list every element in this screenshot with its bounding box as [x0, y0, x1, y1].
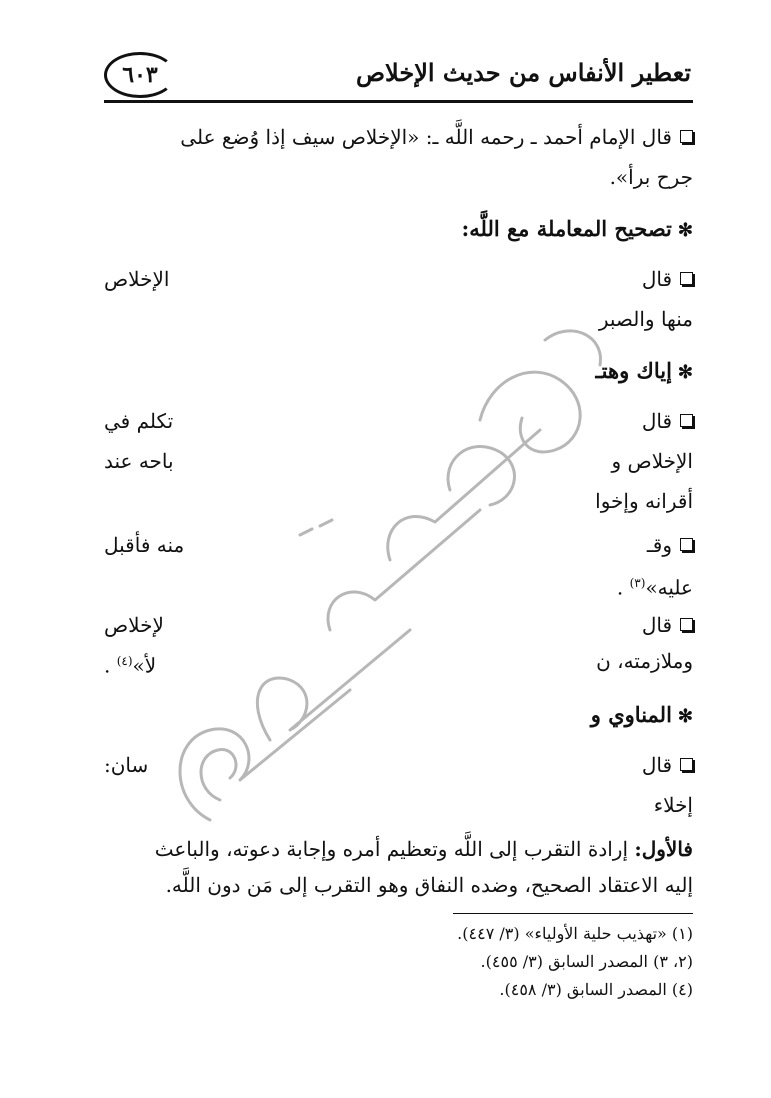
- page-number: ٦٠٣: [104, 52, 176, 98]
- waqf-watermark: [150, 300, 620, 860]
- paragraph-6-line-2: إخلاء: [653, 793, 693, 817]
- paragraph-6-line-1: قال: [642, 750, 693, 780]
- section-heading-2: ✻إياك وهتـ: [595, 358, 693, 383]
- paragraph-2-line-1-end: الإخلاص: [104, 267, 170, 291]
- checkbox-bullet-icon: [680, 272, 693, 285]
- paragraph-6-line-1-end: سان:: [104, 753, 149, 777]
- footnote-2-3: (٢، ٣) المصدر السابق (٣/ ٤٥٥).: [480, 952, 693, 971]
- paragraph-7-line-2: إليه الاعتقاد الصحيح، وضده النفاق وهو التقرب إلى مَن دون اللَّه.: [165, 873, 693, 897]
- checkbox-bullet-icon: [680, 538, 693, 551]
- footnote-ref-4: (٤): [116, 654, 133, 668]
- svg-text:وقف لله تعالى: وقف لله تعالى: [381, 600, 389, 601]
- paragraph-1-line-2: جرح برأ».: [609, 165, 693, 189]
- paragraph-3-line-1: قال: [642, 406, 693, 436]
- paragraph-3-line-3: أقرانه وإخوا: [595, 489, 693, 513]
- paragraph-5-line-2: وملازمته، ن: [596, 649, 693, 673]
- paragraph-3-line-2: الإخلاص و: [611, 449, 693, 473]
- paragraph-5-line-1: قال: [642, 610, 693, 640]
- paragraph-5-line-2-end: لأ»$^{(٤)}$ .: [104, 653, 157, 678]
- footnote-separator: [453, 913, 693, 914]
- footnote-4: (٤) المصدر السابق (٣/ ٤٥٨).: [499, 980, 693, 999]
- checkbox-bullet-icon: [680, 130, 693, 143]
- header-rule: [104, 100, 693, 103]
- checkbox-bullet-icon: [680, 414, 693, 427]
- paragraph-4-line-2: عليه»$^{(٣)}$ .: [616, 575, 693, 600]
- paragraph-2-line-1: قال: [642, 264, 693, 294]
- running-header-title: تعطير الأنفاس من حديث الإخلاص: [356, 58, 691, 87]
- paragraph-3-line-1-end: تكلم في: [104, 409, 174, 433]
- checkbox-bullet-icon: [680, 758, 693, 771]
- asterisk-icon: ✻: [677, 706, 693, 727]
- checkbox-bullet-icon: [680, 618, 693, 631]
- asterisk-icon: ✻: [677, 362, 693, 383]
- paragraph-4-line-1-end: منه فأقبل: [104, 533, 185, 557]
- paragraph-4-line-1: وقـ: [647, 530, 693, 560]
- footnote-1: (١) «تهذيب حلية الأولياء» (٣/ ٤٤٧).: [457, 924, 693, 943]
- paragraph-7-line-1: فالأول: إرادة التقرب إلى اللَّه وتعظيم أمره وإجابة دعوته، والباعث: [154, 837, 693, 861]
- section-heading-1: ✻تصحيح المعاملة مع اللَّه:: [461, 216, 693, 241]
- paragraph-7-lead: فالأول:: [634, 837, 693, 861]
- paragraph-3-line-2-end: باحه عند: [104, 449, 174, 473]
- paragraph-2-line-2: منها والصبر: [598, 307, 693, 331]
- paragraph-1-line-1: قال الإمام أحمد ـ رحمه اللَّه ـ: «الإخلاص سيف إذا وُضع على: [104, 122, 693, 152]
- section-heading-3: ✻المناوي و: [590, 702, 693, 727]
- asterisk-icon: ✻: [677, 220, 693, 241]
- footnote-ref-3: (٣): [629, 576, 646, 590]
- paragraph-5-line-1-end: لإخلاص: [104, 613, 164, 637]
